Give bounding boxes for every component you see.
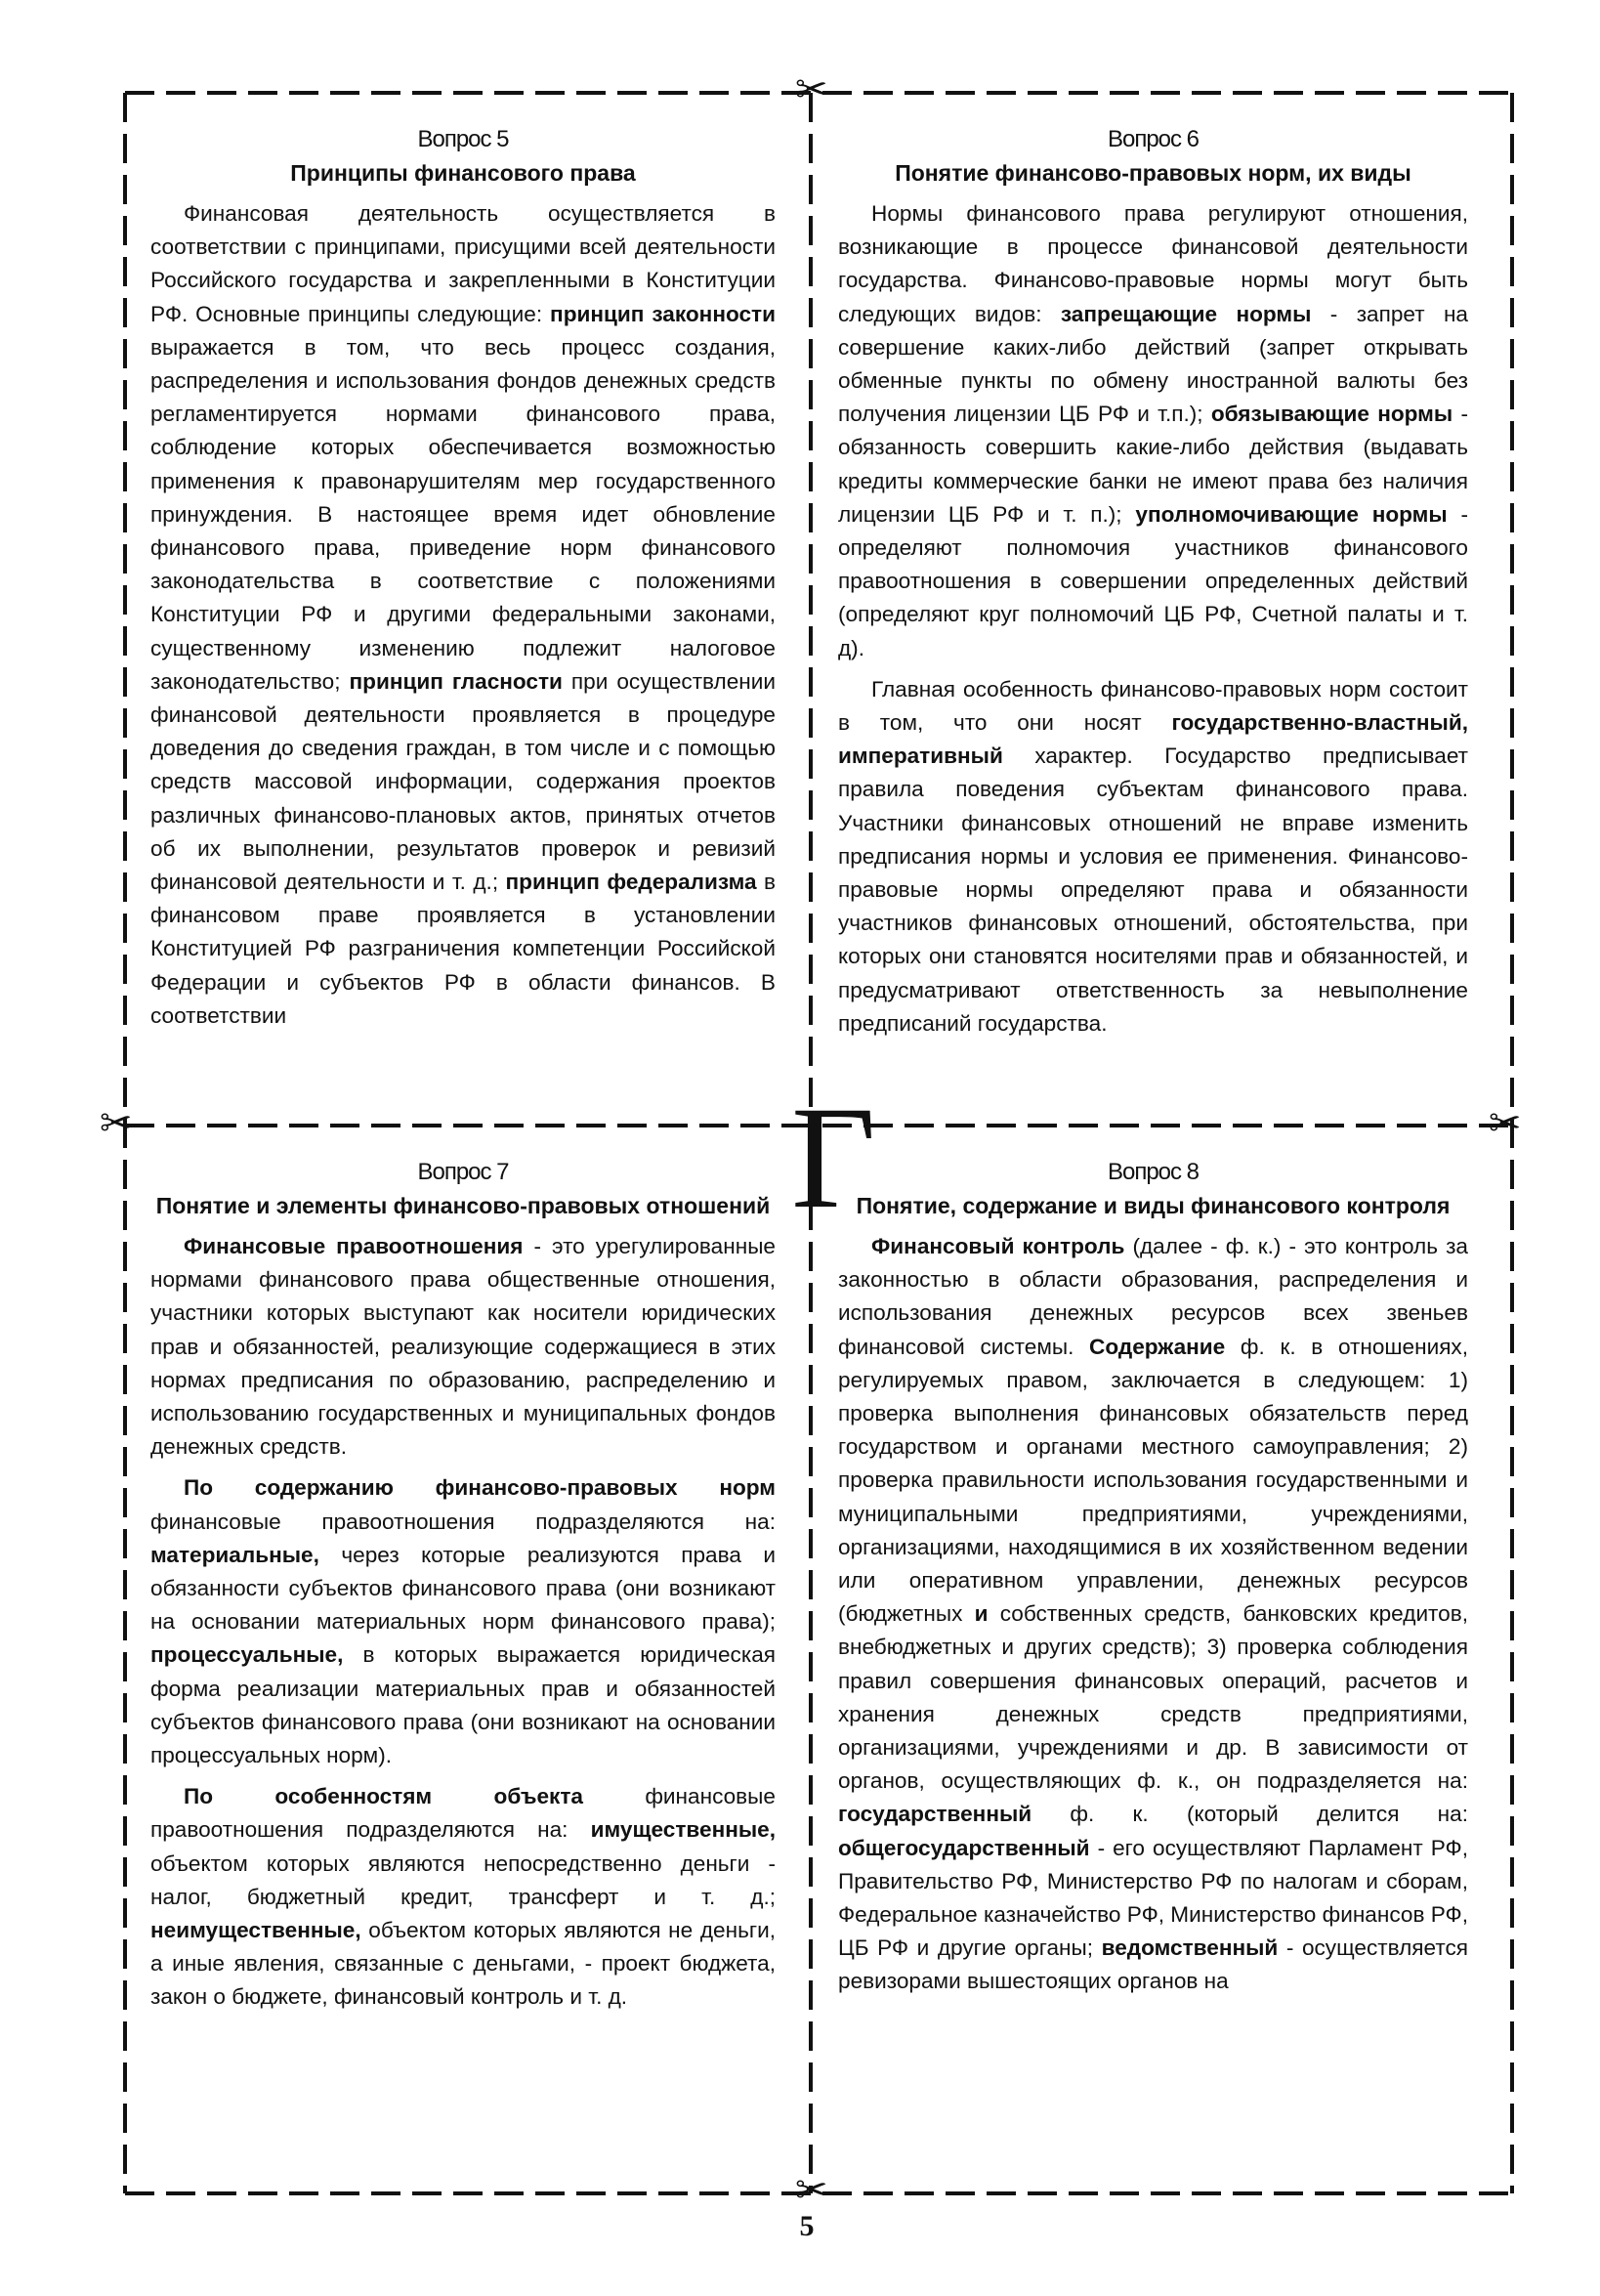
question-number: Вопрос 6 bbox=[1107, 126, 1200, 152]
bold-term: запрещающие нормы bbox=[1060, 301, 1312, 326]
text-run: характер. Государство предписывает правила поведения субъектам финансового права. Участники финансовых отношений не вправе изменить предписания нормы и условия ее применения. Финансово-правовые нормы определяют права и обязанности участников финансовых отношений, обстоятельства, при которых они становятся носителями прав и обязанностей, и предусматривают ответственность за невыполнение предписаний государства. bbox=[838, 744, 1468, 1036]
paragraph bbox=[150, 1471, 776, 1772]
scissors-icon: ✂ bbox=[795, 2169, 828, 2212]
paragraph bbox=[838, 197, 1468, 665]
text-run: - осуществляется ревизорами вышестоящих органов на bbox=[838, 1935, 1468, 1994]
bold-term: имущественные, bbox=[590, 1817, 776, 1843]
text-run: Финансовая деятельность осуществляется в соответствии с принципами, присущими всей деятельности Российского государства и закрепленными в Конституции РФ. Основные принципы следующие: bbox=[150, 201, 776, 326]
text-run: - запрет на совершение каких-либо действий (запрет открывать обменные пункты по обмену иностранной валюты без получения лицензии ЦБ РФ и т.п.); bbox=[838, 301, 1468, 427]
bold-term: Финансовый контроль bbox=[871, 1234, 1125, 1258]
bold-term: процессуальные, bbox=[150, 1642, 344, 1668]
text-run: - определяют полномочия участников финансового правоотношения в совершении определенных действий (определяют круг полномочий ЦБ РФ, Счетной палаты и т. д). bbox=[838, 501, 1469, 660]
bold-term: Финансовые правоотношения bbox=[184, 1234, 524, 1258]
text-run: объектом которых являются не деньги, а иные явления, связанные с деньгами, - проект бюджета, закон о бюджете, финансовый контроль и т. д. bbox=[150, 1918, 776, 2010]
bold-term: неимущественные, bbox=[150, 1918, 361, 1943]
question-card-8 bbox=[838, 1156, 1468, 1999]
bold-term: ведомственный bbox=[1101, 1935, 1279, 1961]
text-run: в финансовом праве проявляется в установлении Конституцией РФ разграничения компетенции Российской Федерации и субъектов РФ в области финансов. В соответствии bbox=[150, 870, 777, 1028]
bold-term: общегосударственный bbox=[838, 1835, 1090, 1860]
text-run: выражается в том, что весь процесс создания, распределения и использования фондов денежных средств регламентируется нормами финансового права, соблюдение которых обеспечивается возможностью применения к правонарушителям мер государственного принуждения. В настоящее время идет обновление финансового права, приведение норм финансового законодательства в соответствие с положениями Конституции РФ и другими федеральными законами, существенному изменению подлежит налоговое законодательство; bbox=[150, 334, 776, 694]
scissors-icon: ✂ bbox=[100, 1102, 133, 1145]
question-body bbox=[150, 1230, 776, 2015]
paragraph bbox=[838, 1230, 1468, 1999]
paragraph bbox=[150, 1780, 776, 2014]
paragraph bbox=[150, 1230, 776, 1464]
text-run: в которых выражается юридическая форма реализации материальных прав и обязанностей субъектов финансового права (они возникают на основании процессуальных норм). bbox=[150, 1642, 776, 1768]
bold-term: уполномочивающие нормы bbox=[1135, 501, 1448, 527]
text-run: финансовые правоотношения подразделяются на: bbox=[150, 1784, 776, 1843]
text-run: собственных средств, банковских кредитов, внебюджетных и других средств); 3) проверка соблюдения правил совершения финансовых операций, расчетов и хранения денежных средств предприятиями, организациями, учреждениями и др. В зависимости от органов, осуществляющих ф. к., он подразделяется на: bbox=[838, 1601, 1468, 1794]
question-body bbox=[838, 1230, 1468, 1999]
paragraph bbox=[838, 673, 1468, 1041]
bold-term: принцип федерализма bbox=[505, 870, 757, 895]
page-number: 5 bbox=[799, 2210, 815, 2242]
question-card-5 bbox=[150, 123, 776, 1033]
bold-term: государственный bbox=[838, 1802, 1032, 1827]
corner-letter: Г bbox=[791, 1077, 876, 1239]
text-run: ф. к. в отношениях, регулируемых правом, заключается в следующем: 1) проверка выполнения финансовых обязательств перед государством и органами местного самоуправления; 2) проверка правильности использования государственными и муниципальными предприятиями, учреждениями, организациями, находящимися в их хозяйственном ведении или оперативном управлении, денежных ресурсов (бюджетных bbox=[838, 1334, 1469, 1627]
bold-term: принцип законности bbox=[550, 301, 776, 326]
bold-term: По содержанию финансово-правовых норм bbox=[184, 1475, 776, 1501]
question-card-7 bbox=[150, 1156, 776, 2015]
text-run: при осуществлении финансовой деятельности проявляется в процедуре доведения до сведения граждан, в том числе и с помощью средств массовой информации, содержания проектов различных финансово-плановых актов, принятых отчетов об их выполнении, результатов проверок и ревизий финансовой деятельности и т. д.; bbox=[150, 668, 776, 895]
bold-term: государственно-властный, императивный bbox=[838, 710, 1468, 769]
paragraph bbox=[150, 197, 776, 1033]
question-title: Принципы финансового права bbox=[290, 160, 636, 186]
question-title: Понятие и элементы финансово-правовых отношений bbox=[155, 1193, 771, 1218]
bold-term: и bbox=[974, 1601, 989, 1627]
bold-term: По особенностям объекта bbox=[184, 1784, 583, 1809]
bold-term: Содержание bbox=[1089, 1334, 1226, 1359]
question-card-6 bbox=[838, 123, 1468, 1041]
text-run: - обязанность совершить какие-либо действия (выдавать кредиты коммерческие банки не имеют права без наличия лицензии ЦБ РФ и т. п.); bbox=[838, 402, 1468, 527]
question-body bbox=[150, 197, 776, 1033]
question-title: Понятие, содержание и виды финансового контроля bbox=[856, 1193, 1451, 1218]
bold-term: материальные, bbox=[150, 1542, 319, 1567]
question-number: Вопрос 8 bbox=[1107, 1159, 1200, 1185]
text-run: (далее - ф. к.) - это контроль за законностью в области образования, распределения и использования денежных ресурсов всех звеньев финансовой системы. bbox=[838, 1234, 1468, 1359]
text-run: ф. к. (который делится на: bbox=[1032, 1802, 1468, 1827]
text-run: объектом которых являются непосредственно деньги - налог, бюджетный кредит, трансферт и т. д.; bbox=[150, 1850, 776, 1909]
text-run: - это урегулированные нормами финансового права общественные отношения, участники которых выступают как носители юридических прав и обязанностей, реализующие содержащиеся в этих нормах предписания по образованию, распределению и использованию государственных и муниципальных фондов денежных средств. bbox=[150, 1234, 777, 1460]
scissors-icon: ✂ bbox=[1489, 1102, 1522, 1145]
text-run: Главная особенность финансово-правовых норм состоит в том, что они носят bbox=[838, 676, 1468, 736]
text-run: - его осуществляют Парламент РФ, Правительство РФ, Министерство РФ по налогам и сборам, Федеральное казначейство РФ, Министерство финансов РФ, ЦБ РФ и другие органы; bbox=[838, 1835, 1469, 1961]
bold-term: принцип гласности bbox=[349, 668, 563, 694]
bold-term: обязывающие нормы bbox=[1210, 402, 1453, 427]
text-run: финансовые правоотношения подразделяются на: bbox=[150, 1509, 776, 1534]
question-body bbox=[838, 197, 1468, 1041]
text-run: Нормы финансового права регулируют отношения, возникающие в процессе финансовой деятельности государства. Финансово-правовые нормы могут быть следующих видов: bbox=[838, 201, 1468, 326]
text-run: через которые реализуются права и обязанности субъектов финансового права (они возникают на основании материальных норм финансового права); bbox=[150, 1542, 776, 1635]
question-number: Вопрос 7 bbox=[417, 1159, 509, 1185]
question-number: Вопрос 5 bbox=[417, 126, 509, 152]
question-title: Понятие финансово-правовых норм, их виды bbox=[895, 160, 1411, 186]
scissors-icon: ✂ bbox=[795, 68, 828, 111]
